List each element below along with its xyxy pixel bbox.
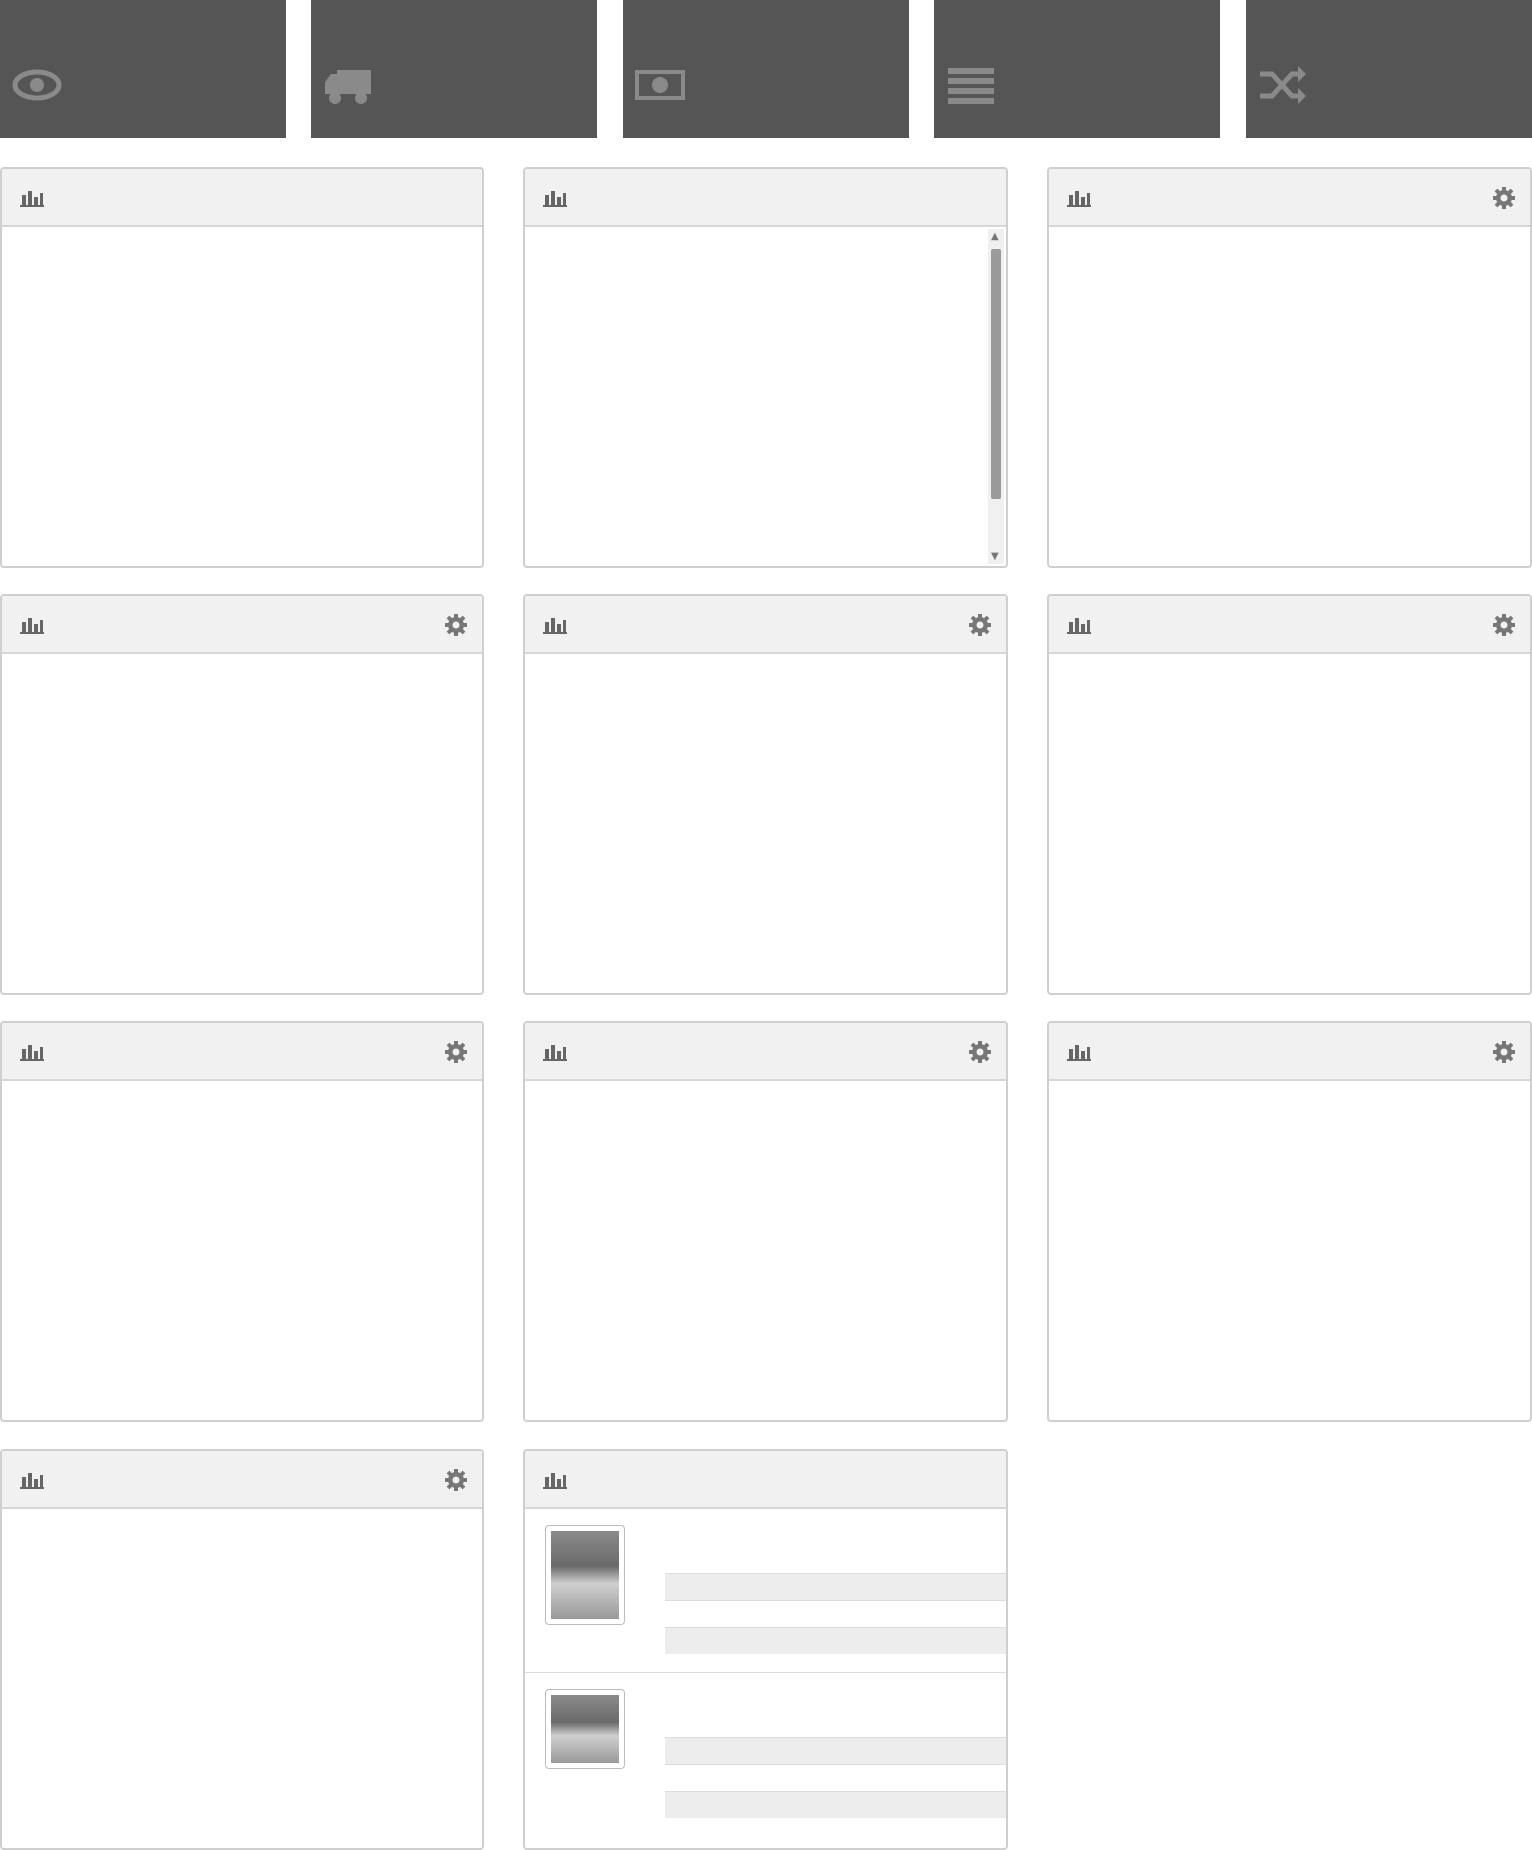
days-chart <box>525 654 1006 993</box>
panel-days <box>523 594 1008 995</box>
panel-price <box>0 1021 484 1422</box>
gear-icon[interactable] <box>968 613 992 637</box>
panel-format <box>0 1449 484 1850</box>
panel-header <box>2 169 482 227</box>
scroll-up-icon[interactable]: ▲ <box>991 231 999 242</box>
kpi-start-price <box>623 0 909 138</box>
shuffle-icon <box>1258 64 1308 106</box>
gear-icon[interactable] <box>1492 613 1516 637</box>
gear-icon[interactable] <box>444 1040 468 1064</box>
gear-icon[interactable] <box>1492 186 1516 210</box>
scrollbar[interactable] <box>988 229 1004 564</box>
gear-icon[interactable] <box>444 1468 468 1492</box>
weekday-chart <box>2 654 482 993</box>
eye-icon <box>12 64 62 106</box>
bar-chart-icon <box>543 1043 567 1061</box>
panel-header <box>1049 596 1530 654</box>
panel-header <box>1049 1023 1530 1081</box>
dress-photo <box>551 1695 619 1763</box>
kpi-listings <box>934 0 1220 138</box>
top-item[interactable] <box>525 1673 1006 1837</box>
scroll-down-icon[interactable]: ▼ <box>991 551 999 562</box>
keyword-chart <box>525 1081 1006 1420</box>
panel-header <box>525 169 1006 227</box>
bar-chart-icon <box>1067 616 1091 634</box>
detail-row <box>665 1764 1006 1791</box>
panel-overview <box>0 167 484 568</box>
promo-chart <box>1049 1081 1530 1420</box>
bar-chart-icon <box>20 1471 44 1489</box>
bar-chart-icon <box>20 616 44 634</box>
kpi-sell-through <box>1246 0 1532 138</box>
gear-icon[interactable] <box>968 1040 992 1064</box>
detail-row <box>665 1600 1006 1627</box>
panel-category <box>1047 594 1532 995</box>
panel-header <box>525 596 1006 654</box>
truck-icon <box>323 64 373 106</box>
price-chart <box>2 1081 482 1420</box>
detail-row <box>665 1573 1006 1600</box>
panel-top-items <box>523 1449 1008 1850</box>
detail-row <box>665 1627 1006 1654</box>
item-thumbnail[interactable] <box>545 1689 625 1769</box>
format-chart <box>2 1509 482 1848</box>
panel-header <box>2 1451 482 1509</box>
panel-header <box>2 1023 482 1081</box>
category-chart <box>1049 654 1530 993</box>
panel-promo <box>1047 1021 1532 1422</box>
dress-photo <box>551 1531 619 1619</box>
panel-weekday <box>0 594 484 995</box>
money-icon <box>635 64 685 106</box>
bar-chart-icon <box>1067 189 1091 207</box>
panel-header <box>525 1023 1006 1081</box>
panel-general-stats <box>523 167 1008 568</box>
panel-header <box>1049 169 1530 227</box>
bar-chart-icon <box>20 189 44 207</box>
panel-header <box>2 596 482 654</box>
panel-header <box>525 1451 1006 1509</box>
bar-chart-icon <box>20 1043 44 1061</box>
gear-icon[interactable] <box>444 613 468 637</box>
item-details <box>665 1737 1006 1818</box>
bar-chart-icon <box>543 189 567 207</box>
panel-keyword <box>523 1021 1008 1422</box>
bar-chart-icon <box>543 1471 567 1489</box>
bar-chart-icon <box>1067 1043 1091 1061</box>
list-icon <box>946 64 996 106</box>
item-thumbnail[interactable] <box>545 1525 625 1625</box>
detail-row <box>665 1737 1006 1764</box>
time-chart <box>1049 227 1530 566</box>
kpi-avg-price <box>0 0 286 138</box>
gear-icon[interactable] <box>1492 1040 1516 1064</box>
top-item[interactable] <box>525 1509 1006 1673</box>
panel-time <box>1047 167 1532 568</box>
detail-row <box>665 1791 1006 1818</box>
scrollbar-thumb[interactable] <box>991 249 1001 499</box>
bar-chart-icon <box>543 616 567 634</box>
item-details <box>665 1573 1006 1654</box>
kpi-avg-shipping <box>311 0 597 138</box>
